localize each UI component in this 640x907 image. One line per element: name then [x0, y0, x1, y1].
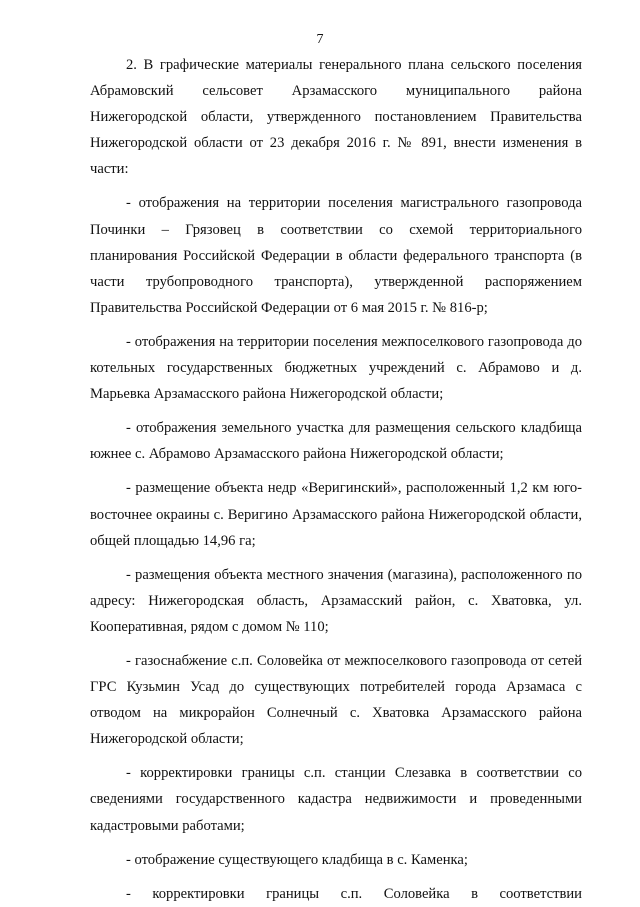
- paragraph-item: - отображения земельного участка для размещения сельского кладбища южнее с. Абрамово Арзамасского района Нижегородской области;: [90, 420, 582, 463]
- document-body: [90, 52, 582, 907]
- paragraph-item: - газоснабжение с.п. Соловейка от межпоселкового газопровода от сетей ГРС Кузьмин Усад до существующих потребителей города Арзамаса с отводом на микрорайон Солнечный с. Хватовка Арзамасского района Нижегородской области;: [90, 652, 582, 748]
- paragraph-intro: 2. В графические материалы генерального плана сельского поселения Абрамовский сельсовет Арзамасского муниципального района Нижегородской области, утвержденного постановлением Правительства Нижегородской области от 23 декабря 2016 г. № 891, внести изменения в части:: [90, 57, 582, 178]
- paragraph-item: - корректировки границы с.п. Соловейка в соответствии: [126, 885, 582, 902]
- paragraph-item: - отображения на территории поселения межпоселкового газопровода до котельных государственных бюджетных учреждений с. Абрамово и д. Марьевка Арзамасского района Нижегородской области;: [90, 333, 582, 403]
- paragraph-item: - отображение существующего кладбища в с. Каменка;: [126, 851, 468, 868]
- paragraph-item: - размещение объекта недр «Веригинский», расположенный 1,2 км юго-восточнее окраины с. Веригино Арзамасского района Нижегородской области, общей площадью 14,96 га;: [90, 480, 582, 549]
- page-number: 7: [316, 32, 324, 47]
- paragraph-item: - отображения на территории поселения магистрального газопровода Починки – Грязовец в соответствии со схемой территориального планирования Российской Федерации в области федерального транспорта (в части трубопроводного транспорта), утвержденной распоряжением Правительства Российской Федерации от 6 мая 2015 г. № 816-р;: [90, 195, 582, 316]
- paragraph-item: - размещения объекта местного значения (магазина), расположенного по адресу: Нижегородская область, Арзамасский район, с. Хватовка, ул. Кооперативная, рядом с домом № 110;: [90, 566, 582, 635]
- paragraph-item: - корректировки границы с.п. станции Слезавка в соответствии со сведениями государственного кадастра недвижимости и проведенными кадастровыми работами;: [90, 765, 582, 834]
